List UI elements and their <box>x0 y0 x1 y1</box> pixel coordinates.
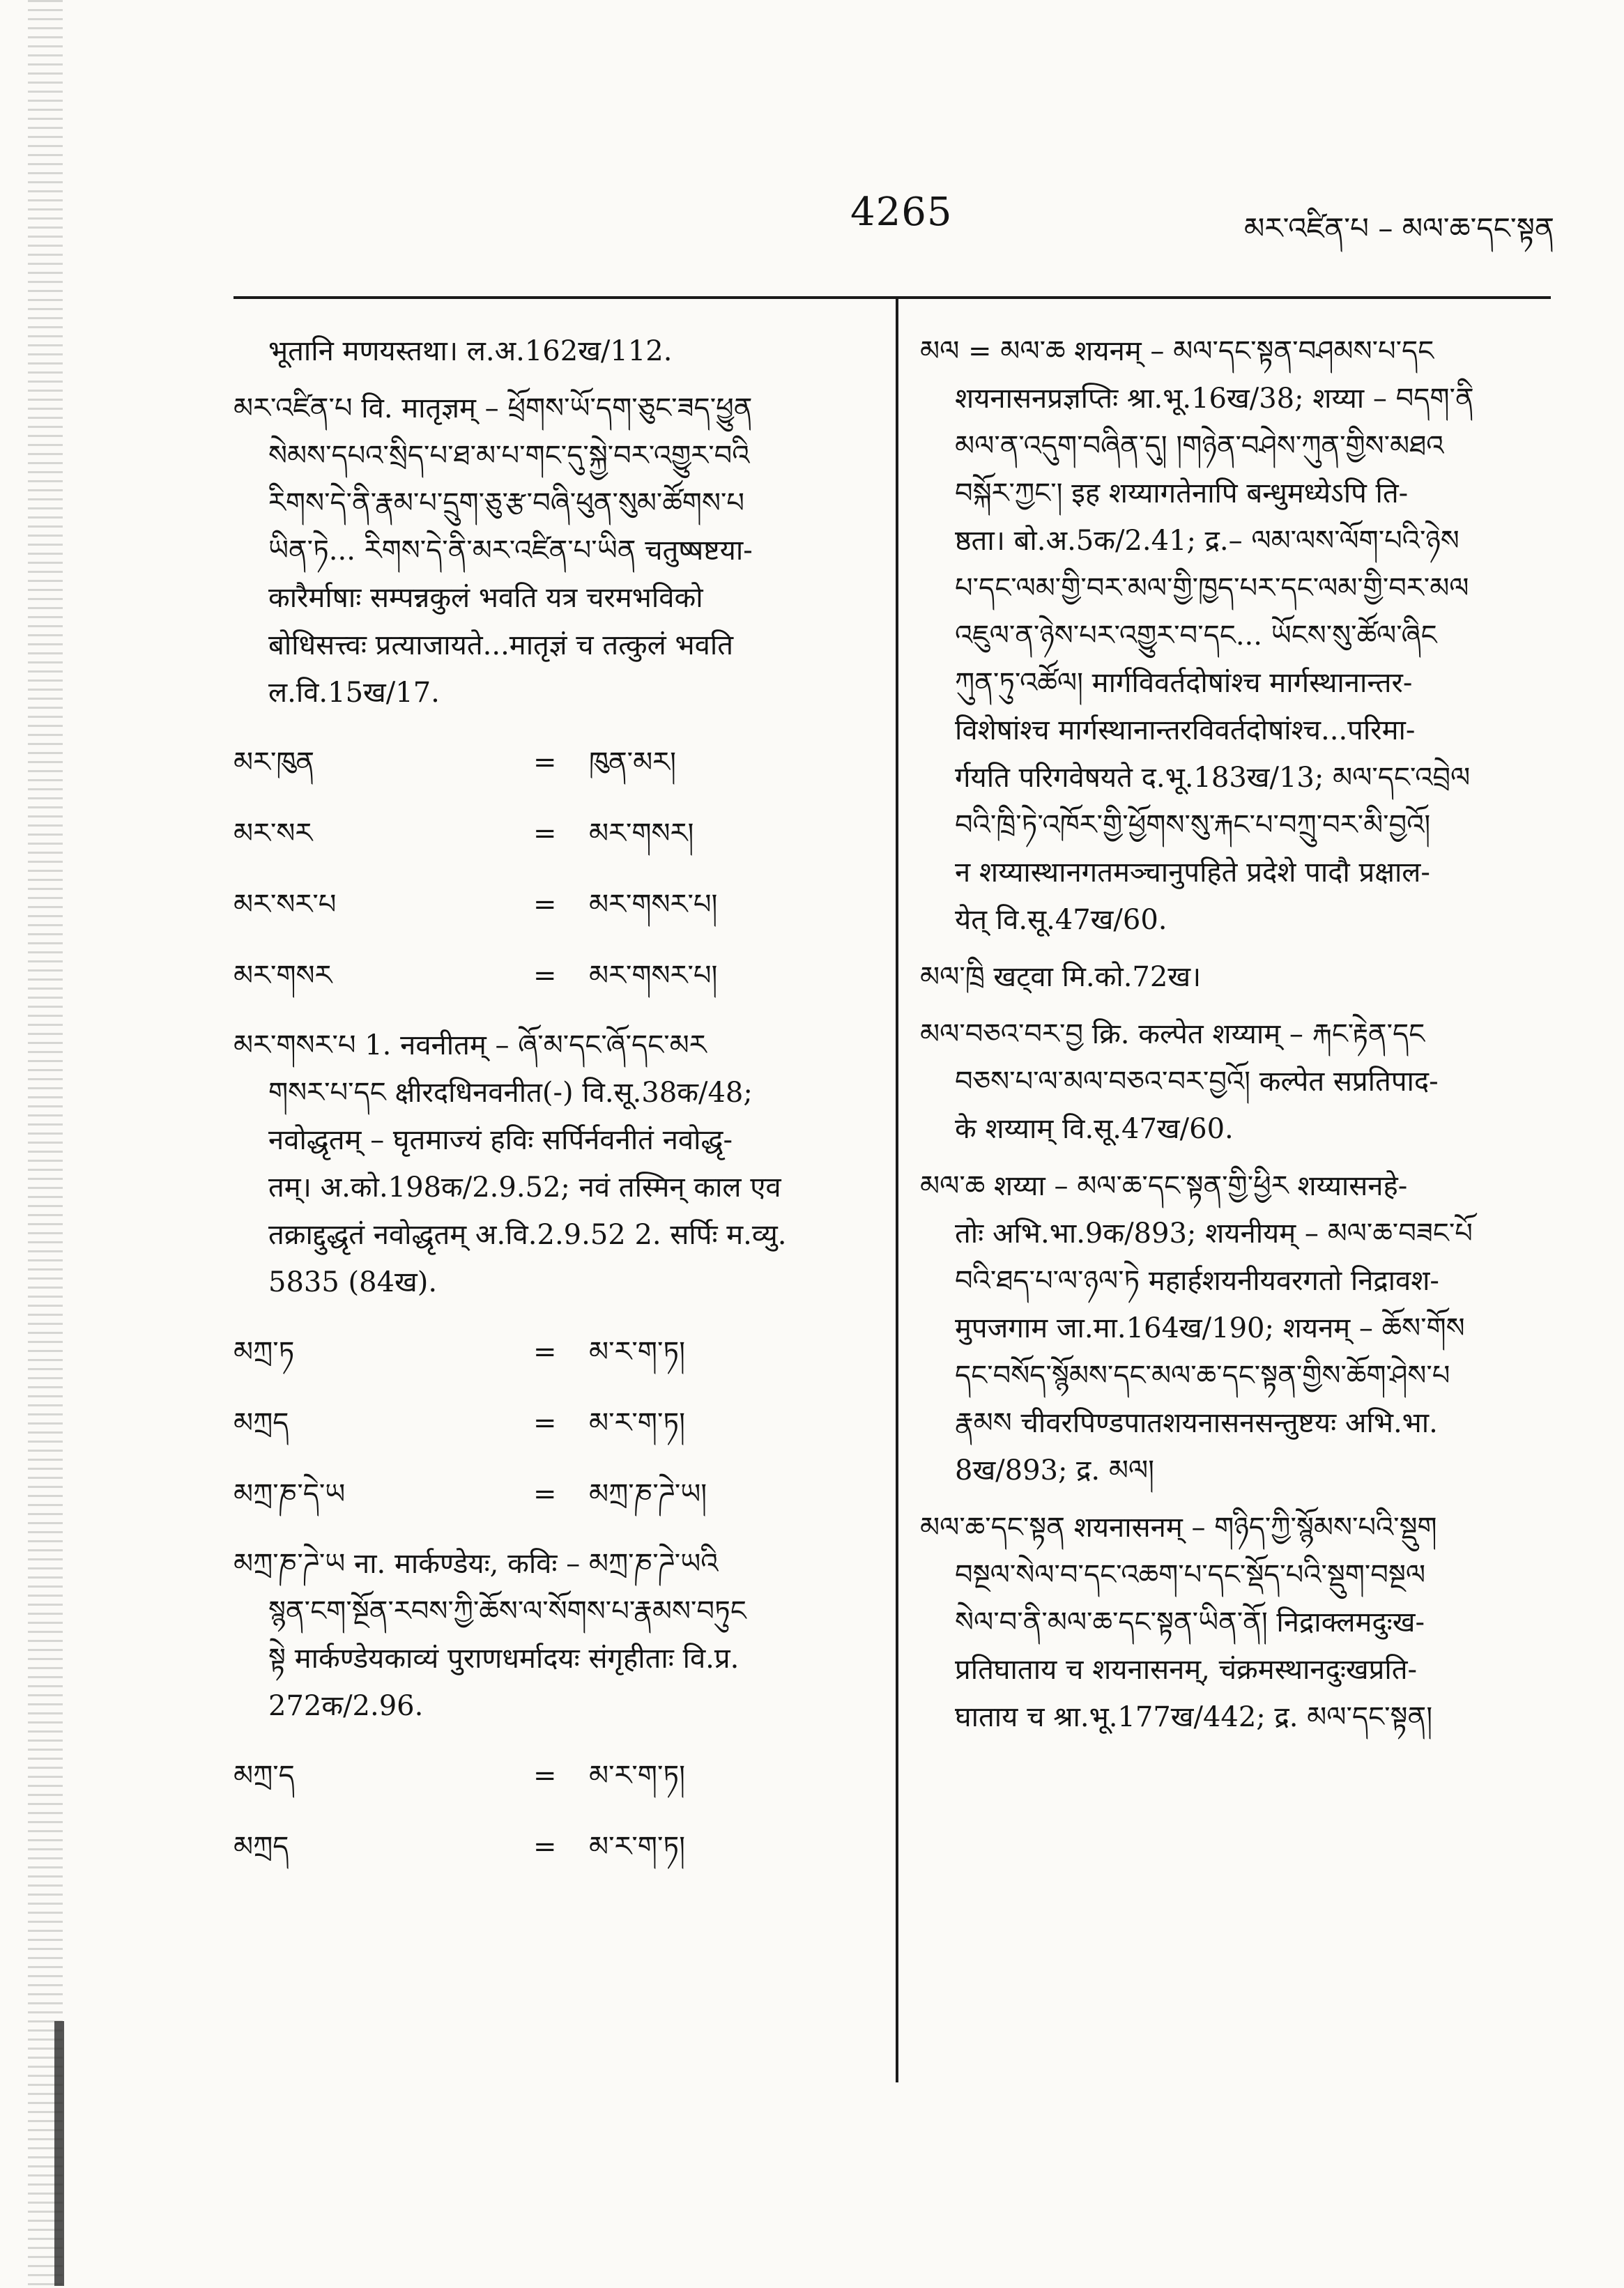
xref-term: མཀྲ་ཏ <box>233 1336 295 1368</box>
xref-equals: = <box>533 1760 557 1792</box>
page-number: 4265 <box>850 190 953 235</box>
text-line: ष्ठता। बो.अ.5क/2.41; द्र.– ལམ་ལས་ལོག་པའི་ཉེས <box>955 525 1460 557</box>
text-line: བའི་ཁྲི་ཏེ་འཁོར་གྱི་ཕྱོགས་སུ་རྐང་པ་བཀྲུ་བར་མི་བྱའོ། <box>955 809 1431 841</box>
xref-row <box>233 737 868 788</box>
xref-term: མཀྲད <box>233 1407 289 1439</box>
column-divider <box>896 298 898 2082</box>
xref-term: མར་སར་པ <box>233 889 337 921</box>
xref-equals: = <box>533 746 557 778</box>
text-line: तक्राद्दुद्धृतं नवोद्धृतम् अ.वि.2.9.52 2. सर्पिः म.व्यु. <box>268 1219 787 1251</box>
xref-row <box>233 951 868 1001</box>
text-line: भूतानि मणयस्तथा। ल.अ.162ख/112. <box>268 335 673 367</box>
running-head: མར་འཛིན་པ – མལ་ཆ་དང་སྟན <box>1243 211 1554 245</box>
xref-equals: = <box>533 1478 557 1510</box>
text-line: ཡིན་ཏེ... རིགས་དེ་ནི་མར་འཛིན་པ་ཡིན चतुष्षष्टया- <box>268 535 753 567</box>
text-line: तोः अभि.भा.9क/893; शयनीयम् – མལ་ཆ་བཟང་པོ <box>955 1218 1473 1250</box>
xref-target: མ་ར་ག་ཏ། <box>589 1760 685 1792</box>
text-line: तम्। अ.को.198क/2.9.52; नवं तस्मिन् काल एव <box>268 1172 781 1204</box>
text-line: སྟེ मार्कण्डेयकाव्यं पुराणधर्मादयः संगृहीताः वि.प्र. <box>268 1643 740 1675</box>
text-line: के शय्याम् वि.सू.47ख/60. <box>955 1113 1234 1145</box>
entry-mal <box>920 328 1551 944</box>
text-line: བསྔལ་སེལ་བ་དང་འཆག་པ་དང་སྡོད་པའི་སྡུག་བསྔལ <box>955 1559 1426 1591</box>
text-line: སེམས་དཔའ་སྲིད་པ་ཐ་མ་པ་གང་དུ་སྐྱེ་བར་འགྱུར་བའི <box>268 440 750 472</box>
text-line: विशेषांश्च मार्गस्थानान्तरविवर्तदोषांश्च...परिमा- <box>955 714 1416 746</box>
xref-term: མཀྲ་ད <box>233 1760 295 1792</box>
xref-equals: = <box>533 960 557 992</box>
text-line: རྣམས चीवरपिण्डपातशयनासनसन्तुष्टयः अभि.भा. <box>955 1407 1438 1439</box>
text-line: སྙན་ངག་སྔོན་རབས་ཀྱི་ཆོས་ལ་སོགས་པ་རྣམས་བཏུང <box>268 1595 746 1627</box>
xref-row <box>233 808 868 859</box>
text-line: མར་གསར་པ 1. नवनीतम् – ཞོ་མ་དང་ཞོ་དང་མར <box>233 1029 707 1061</box>
xref-target: མར་གསར་པ། <box>589 889 718 921</box>
scan-edge-shadow <box>28 0 63 2288</box>
xref-term: མཀྲད <box>233 1831 289 1863</box>
entry-mal-cha <box>920 1162 1551 1494</box>
text-line: མལ = མལ་ཆ शयनम् – མལ་དང་སྟན་བཤམས་པ་དང <box>920 335 1434 367</box>
text-line: མཀྲ་ཎ་ཌེ་ཡ ना. मार्कण्डेयः, कविः – མཀྲ་ཎ་ཌེ་ཡའི <box>233 1548 719 1580</box>
text-line: དང་བསོད་སྙོམས་དང་མལ་ཆ་དང་སྟན་གྱིས་ཆོག་ཤེས་པ <box>955 1360 1450 1392</box>
left-column <box>233 328 868 1893</box>
xref-equals: = <box>533 1407 557 1439</box>
xref-target: མ་ར་ག་ཏ། <box>589 1336 685 1368</box>
xref-target: མར་གསར་པ། <box>589 960 718 992</box>
entry-mal-cha-dang-stan <box>920 1504 1551 1741</box>
text-line: སེལ་བ་ནི་མལ་ཆ་དང་སྟན་ཡིན་ནོ། निद्राक्लमदुःख- <box>955 1606 1425 1638</box>
text-line: མལ་བཅའ་བར་བྱ क्रि. कल्पेत शय्याम् – རྐང་རྟེན་དང <box>920 1018 1425 1050</box>
text-line: པ་དང་ལམ་གྱི་བར་མལ་གྱི་ཁྱད་པར་དང་ལམ་གྱི་བར་མལ <box>955 572 1469 604</box>
xref-equals: = <box>533 1336 557 1368</box>
xref-term: མཀྲ་ཎ་དེ་ཡ <box>233 1478 346 1510</box>
text-line: གསར་པ་དང क्षीरदधिनवनीत(-) वि.सू.38क/48; <box>268 1077 753 1109</box>
text-line: शयनासनप्रज्ञप्तिः श्रा.भू.16ख/38; शय्या – བདག་ནི <box>955 383 1474 415</box>
text-line: न शय्यास्थानगतमञ्चानुपहिते प्रदेशे पादौ प्रक्षाल- <box>955 857 1430 889</box>
header-rule <box>233 296 1551 299</box>
text-line: कारैर्माषाः सम्पन्नकुलं भवति यत्र चरमभविको <box>268 582 703 614</box>
text-line: རིགས་དེ་ནི་རྣམ་པ་དྲུག་ཅུ་རྩ་བཞི་ཕུན་སུམ་ཚོགས་པ <box>268 487 744 519</box>
text-line: 5835 (84ख). <box>268 1266 438 1298</box>
right-column <box>920 328 1551 1751</box>
text-line: 272क/2.96. <box>268 1690 424 1722</box>
xref-target: མ་ར་ག་ཏ། <box>589 1407 685 1439</box>
text-line: འཇུལ་ན་ཉེས་པར་འགྱུར་བ་དང... ཡོངས་སུ་ཚོལ་ཞིང <box>955 620 1437 652</box>
text-line: प्रतिघाताय च शयनासनम्, चंक्रमस्थानदुःखप्रति- <box>955 1654 1418 1686</box>
text-line: མལ་ཆ शय्या – མལ་ཆ་དང་སྟན་གྱི་ཕྱིར शय्यासनहे- <box>920 1170 1408 1202</box>
xref-term: མར་ཁུན <box>233 746 315 778</box>
scan-edge-dark <box>54 2021 64 2286</box>
xref-equals: = <box>533 889 557 921</box>
xref-term: མར་སར <box>233 817 313 850</box>
xref-row <box>233 880 868 930</box>
text-line: ཀུན་ཏུ་འཚོལ། मार्गविवर्तदोषांश्च मार्गस्थानान्तर- <box>955 667 1413 699</box>
entry-mal-khri <box>920 953 1551 1001</box>
xref-row <box>233 1469 868 1519</box>
text-line: མལ་ན་འདུག་བཞིན་དུ། །གཉེན་བཤེས་ཀུན་གྱིས་མཐའ <box>955 430 1444 462</box>
text-line: नवोद्धृतम् – घृतमाज्यं हविः सर्पिर्नवनीतं नवोद्धृ- <box>268 1124 733 1156</box>
text-line: མལ་ཆ་དང་སྟན शयनासनम् – གཉིད་ཀྱི་སྙོམས་པའི་སྡུག <box>920 1512 1437 1544</box>
entry-continuation <box>233 328 868 375</box>
text-line: बोधिसत्त्वः प्रत्याजायते...मातृज्ञं च तत्कुलं भवति <box>268 629 734 661</box>
text-line: येत् वि.सू.47ख/60. <box>955 904 1167 936</box>
xref-row <box>233 1327 868 1377</box>
xref-equals: = <box>533 1831 557 1863</box>
entry-mar-dzin-pa <box>233 385 868 716</box>
text-line: བསྐོར་ཀྱང་། इह शय्यागतेनापि बन्धुमध्येऽपि ति- <box>955 477 1409 509</box>
xref-target: མར་གསར། <box>589 817 694 850</box>
xref-target: མཀྲ་ཎ་ཌེ་ཡ། <box>589 1478 707 1510</box>
xref-row <box>233 1751 868 1801</box>
text-line: ल.वि.15ख/17. <box>268 677 440 709</box>
text-line: र्गयति परिगवेषयते द.भू.183ख/13; མལ་དང་འབྲེལ <box>955 762 1471 794</box>
text-line: བཅས་པ་ལ་མལ་བཅའ་བར་བྱའོ། कल्पेत सप्रतिपाद- <box>955 1066 1439 1098</box>
entry-markandeya <box>233 1540 868 1730</box>
xref-term: མར་གསར <box>233 960 332 992</box>
text-line: བའི་ཐད་པ་ལ་ཉལ་ཏེ महार्हशयनीयवरगतो निद्रावश- <box>955 1265 1439 1297</box>
xref-target: ཁུན་མར། <box>589 746 676 778</box>
xref-target: མ་ར་ག་ཏ། <box>589 1831 685 1863</box>
text-line: घाताय च श्रा.भू.177ख/442; द्र. མལ་དང་སྟན། <box>955 1701 1433 1733</box>
xref-row <box>233 1398 868 1448</box>
text-line: མལ་ཁྲི खट्वा मि.को.72ख। <box>920 961 1202 993</box>
entry-mar-gsar-pa <box>233 1022 868 1306</box>
text-line: मुपजगाम जा.मा.164ख/190; शयनम् – ཆོས་གོས <box>955 1312 1465 1344</box>
text-line: 8ख/893; द्र. མལ། <box>955 1454 1155 1487</box>
xref-row <box>233 1822 868 1872</box>
xref-equals: = <box>533 817 557 850</box>
entry-mal-bcha-bar-bya <box>920 1011 1551 1153</box>
text-line: མར་འཛིན་པ वि. मातृज्ञम् – ཕྲོགས་ཡོ་དག་ཅུང་ཟད་ཕྱུན <box>233 392 753 424</box>
